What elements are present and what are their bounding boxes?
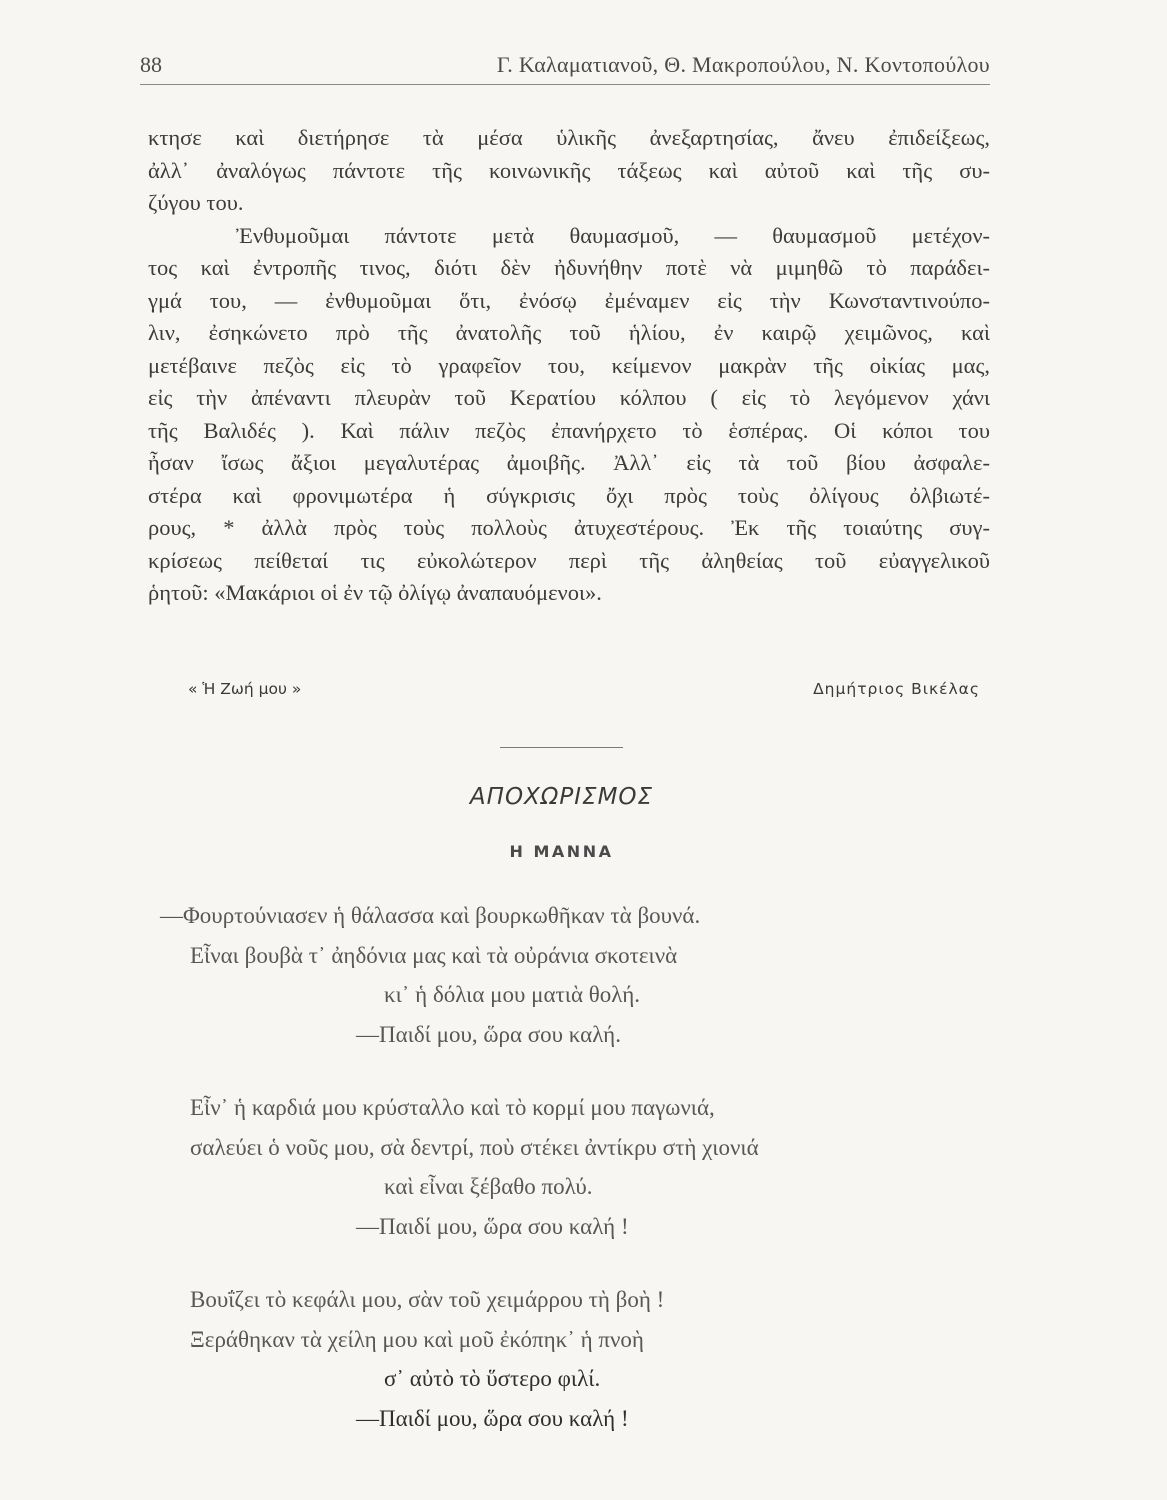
- verse-refrain: —Παιδί μου, ὥρα σου καλή !: [356, 1405, 629, 1431]
- page-number: 88: [140, 52, 162, 77]
- verse-line: σ᾽ αὐτὸ τὸ ὕστερο φιλί.: [384, 1366, 601, 1391]
- poem-author: Η ΜΑΝΝΑ: [509, 842, 614, 861]
- prose-line: τος καὶ ἐντροπῆς τινος, διότι δὲν ἠδυνήθην ποτὲ νὰ μιμηθῶ τὸ παράδει-: [148, 255, 990, 280]
- poem-title: ΑΠΟΧΩΡΙΣΜΟΣ: [469, 784, 654, 810]
- verse-line: Ξεράθηκαν τὰ χείλη μου καὶ μοῦ ἐκόπηκ᾽ ἡ πνοὴ: [190, 1326, 644, 1352]
- source-book-title: « Ἡ Ζωή μου »: [188, 680, 302, 698]
- running-header: [140, 48, 990, 85]
- prose-line: λιν, ἐσηκώνετο πρὸ τῆς ἀνατολῆς τοῦ ἡλίου, ἐν καιρῷ χειμῶνος, καὶ: [148, 320, 990, 345]
- excerpt-source: [188, 680, 980, 710]
- prose-excerpt: [148, 122, 990, 610]
- poem-stanza: [140, 896, 1000, 1054]
- prose-line: κρίσεως πείθεταί τις εὐκολώτερον περὶ τῆς ἀληθείας τοῦ εὐαγγελικοῦ: [148, 547, 990, 573]
- poem-stanza: [140, 1280, 1000, 1438]
- header-authors: Γ. Καλαματιανοῦ, Θ. Μακροπούλου, Ν. Κοντοπούλου: [496, 52, 990, 77]
- prose-line: Ἐνθυμοῦμαι πάντοτε μετὰ θαυμασμοῦ, — θαυμασμοῦ μετέχον-: [236, 222, 990, 248]
- verse-refrain: —Παιδί μου, ὥρα σου καλή.: [356, 1021, 621, 1047]
- prose-line: κτησε καὶ διετήρησε τὰ μέσα ὑλικῆς ἀνεξαρτησίας, ἄνευ ἐπιδείξεως,: [148, 125, 990, 150]
- prose-line: ἦσαν ἴσως ἄξιοι μεγαλυτέρας ἀμοιβῆς. Ἀλλ᾽ εἰς τὰ τοῦ βίου ἀσφαλε-: [148, 450, 990, 475]
- prose-line: μετέβαινε πεζὸς εἰς τὸ γραφεῖον του, κείμενον μακρὰν τῆς οἰκίας μας,: [148, 352, 990, 378]
- verse-line: κι᾽ ἡ δόλια μου ματιὰ θολή.: [384, 982, 640, 1007]
- verse-line: καὶ εἶναι ξέβαθο πολύ.: [384, 1174, 593, 1199]
- prose-line: εἰς τὴν ἀπέναντι πλευρὰν τοῦ Κερατίου κόλπου ( εἰς τὸ λεγόμενον χάνι: [148, 385, 990, 410]
- verse-line: σαλεύει ὁ νοῦς μου, σὰ δεντρί, ποὺ στέκει ἀντίκρυ στὴ χιονιά: [190, 1134, 759, 1160]
- prose-line: ζύγου του.: [148, 190, 244, 215]
- prose-line: γμά του, — ἐνθυμοῦμαι ὅτι, ἐνόσῳ ἐμέναμεν εἰς τὴν Κωνσταντινούπο-: [148, 287, 990, 313]
- poem-body: [140, 896, 1000, 1472]
- verse-line: Βουΐζει τὸ κεφάλι μου, σὰν τοῦ χειμάρρου τὴ βοὴ !: [190, 1287, 665, 1312]
- prose-line: ῥητοῦ: «Μακάριοι οἱ ἐν τῷ ὀλίγῳ ἀναπαυόμενοι».: [148, 580, 602, 605]
- section-divider: [500, 747, 623, 748]
- source-author: Δημήτριος Βικέλας: [813, 680, 980, 698]
- prose-line: ἀλλ᾽ ἀναλόγως πάντοτε τῆς κοινωνικῆς τάξεως καὶ αὐτοῦ καὶ τῆς συ-: [148, 157, 990, 183]
- verse-refrain: —Παιδί μου, ὥρα σου καλή !: [356, 1213, 629, 1239]
- prose-line: ρους, * ἀλλὰ πρὸς τοὺς πολλοὺς ἀτυχεστέρους. Ἐκ τῆς τοιαύτης συγ-: [148, 515, 990, 540]
- verse-line: Εἶναι βουβὰ τ᾽ ἀηδόνια μας καὶ τὰ οὐράνια σκοτεινὰ: [190, 942, 678, 968]
- poem-stanza: [140, 1088, 1000, 1246]
- verse-line: —Φουρτούνιασεν ἡ θάλασσα καὶ βουρκωθῆκαν τὰ βουνά.: [160, 903, 701, 928]
- prose-line: τῆς Βαλιδές ). Καὶ πάλιν πεζὸς ἐπανήρχετο τὸ ἑσπέρας. Οἱ κόποι του: [148, 417, 990, 443]
- prose-line: στέρα καὶ φρονιμωτέρα ἡ σύγκρισις ὄχι πρὸς τοὺς ὀλίγους ὀλβιωτέ-: [148, 482, 990, 508]
- verse-line: Εἶν᾽ ἡ καρδιά μου κρύσταλλο καὶ τὸ κορμί μου παγωνιά,: [190, 1095, 715, 1120]
